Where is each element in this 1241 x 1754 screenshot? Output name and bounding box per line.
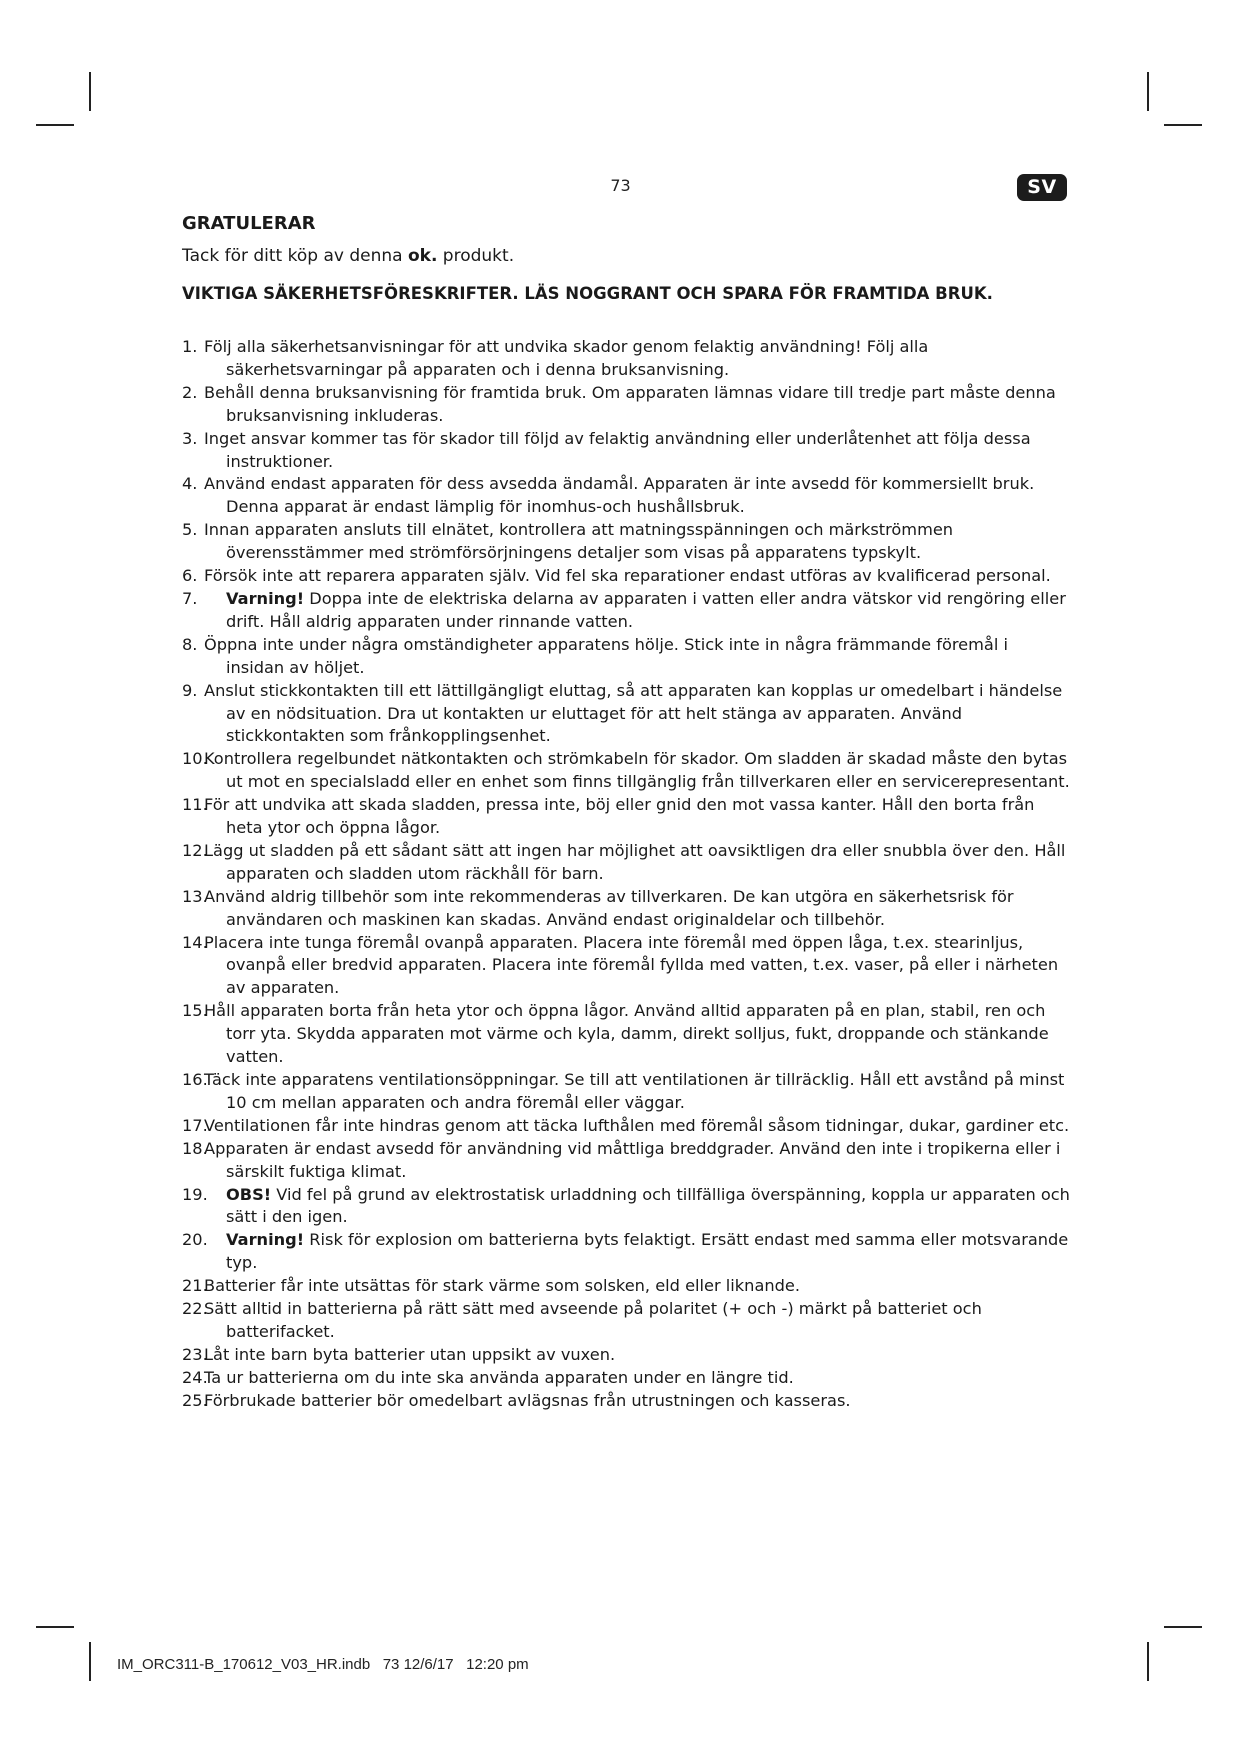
list-item bbox=[182, 1275, 1070, 1298]
item-text: Följ alla säkerhetsanvisningar för att undvika skador genom felaktig användning! Följ alla säkerhetsvarningar på apparaten och i denna bruksanvisning. bbox=[204, 337, 929, 379]
warning-label: Varning! bbox=[226, 588, 305, 608]
item-text-container bbox=[226, 588, 1070, 634]
list-item bbox=[182, 1229, 1070, 1275]
item-text: För att undvika att skada sladden, pressa inte, böj eller gnid den mot vassa kanter. Håll den borta från heta ytor och öppna lågor. bbox=[204, 795, 1035, 838]
item-number: 1. bbox=[182, 337, 198, 356]
congratulations-heading: GRATULERAR bbox=[182, 213, 316, 234]
crop-mark-top-left-horizontal bbox=[36, 124, 74, 126]
list-item bbox=[182, 1367, 1070, 1390]
item-text: Använd aldrig tillbehör som inte rekommenderas av tillverkaren. De kan utgöra en säkerhetsrisk för användaren och maskinen kan skadas. Använd endast originaldelar och tillbehör. bbox=[204, 886, 1014, 929]
item-number: 5. bbox=[182, 520, 198, 540]
item-text: Inget ansvar kommer tas för skador till följd av felaktig användning eller underlåtenhet att följa dessa instruktioner. bbox=[204, 428, 1031, 471]
language-badge: SV bbox=[1017, 174, 1067, 201]
item-number: 24. bbox=[182, 1367, 208, 1387]
item-text-container bbox=[226, 1229, 1070, 1275]
crop-mark-top-right-vertical bbox=[1147, 72, 1149, 111]
item-number: 16. bbox=[182, 1070, 208, 1089]
item-number: 6. bbox=[182, 566, 198, 586]
item-text: Doppa inte de elektriska delarna av apparaten i vatten eller andra vätskor vid rengöring eller drift. Håll aldrig apparaten under rinnande vatten. bbox=[226, 588, 1066, 631]
item-text: Placera inte tunga föremål ovanpå apparaten. Placera inte föremål med öppen låga, t.ex. stearinljus, ovanpå eller bredvid apparaten. Placera inte föremål fyllda med vatten, t.ex. vaser, på eller i närheten av apparaten. bbox=[204, 932, 1059, 998]
item-text: Håll apparaten borta från heta ytor och öppna lågor. Använd alltid apparaten på en plan, stabil, ren och torr yta. Skydda apparaten mot värme och kyla, damm, direkt solljus, fukt, droppande och stänkande vatten. bbox=[204, 1001, 1049, 1067]
item-text: Täck inte apparatens ventilationsöppningar. Se till att ventilationen är tillräcklig. Håll ett avstånd på minst 10 cm mellan apparaten och andra föremål eller väggar. bbox=[204, 1070, 1065, 1112]
list-item bbox=[182, 473, 1070, 519]
item-text: Batterier får inte utsättas för stark värme som solsken, eld eller liknande. bbox=[204, 1276, 800, 1296]
item-number: 25. bbox=[182, 1390, 208, 1410]
list-item bbox=[182, 1298, 1070, 1344]
crop-mark-bottom-right-vertical bbox=[1147, 1642, 1149, 1681]
item-text: Kontrollera regelbundet nätkontakten och strömkabeln för skador. Om sladden är skadad måste den bytas ut mot en specialsladd eller en enhet som finns tillgänglig från tillverkaren eller en servicerepresentant. bbox=[204, 749, 1070, 792]
item-text: Ventilationen får inte hindras genom att täcka lufthålen med föremål såsom tidningar, dukar, gardiner etc. bbox=[204, 1115, 1070, 1135]
list-item bbox=[182, 588, 1070, 634]
list-item bbox=[182, 519, 1070, 565]
item-text: Risk för explosion om batterierna byts felaktigt. Ersätt endast med samma eller motsvarande typ. bbox=[226, 1230, 1069, 1273]
item-number: 13. bbox=[182, 886, 208, 906]
crop-mark-top-right-horizontal bbox=[1164, 124, 1202, 126]
item-number: 21. bbox=[182, 1276, 208, 1296]
item-number: 22. bbox=[182, 1299, 208, 1319]
crop-mark-bottom-left-vertical bbox=[89, 1642, 91, 1681]
item-text: Ta ur batterierna om du inte ska använda apparaten under en längre tid. bbox=[204, 1367, 794, 1387]
item-number: 19. bbox=[182, 1184, 208, 1204]
list-item bbox=[182, 932, 1070, 1001]
list-item bbox=[182, 1138, 1070, 1184]
item-number: 11. bbox=[182, 795, 208, 815]
list-item bbox=[182, 840, 1070, 886]
item-number: 17. bbox=[182, 1115, 208, 1135]
item-number: 20. bbox=[182, 1230, 208, 1250]
list-item bbox=[182, 428, 1070, 474]
list-item bbox=[182, 1390, 1070, 1413]
item-text-container bbox=[226, 1184, 1070, 1230]
obs-label: OBS! bbox=[226, 1184, 272, 1204]
item-text: Använd endast apparaten för dess avsedda ändamål. Apparaten är inte avsedd för kommersiellt bruk. Denna apparat är endast lämplig för inomhus-och hushållsbruk. bbox=[204, 474, 1035, 517]
list-item bbox=[182, 680, 1070, 749]
item-number: 14. bbox=[182, 932, 208, 952]
item-text: Innan apparaten ansluts till elnätet, kontrollera att matningsspänningen och märkströmmen överensstämmer med strömförsörjningens detaljer som visas på apparatens typskylt. bbox=[204, 520, 954, 563]
item-number: 12. bbox=[182, 840, 208, 860]
item-number: 9. bbox=[182, 680, 198, 700]
item-number: 10. bbox=[182, 749, 208, 769]
list-item bbox=[182, 1115, 1070, 1138]
item-text: Apparaten är endast avsedd för användning vid måttliga breddgrader. Använd den inte i tropikerna eller i särskilt fuktiga klimat. bbox=[204, 1138, 1061, 1181]
warning-label: Varning! bbox=[226, 1230, 305, 1250]
safety-instructions-list bbox=[182, 336, 1070, 1413]
list-item bbox=[182, 634, 1070, 680]
thanks-suffix: produkt. bbox=[437, 246, 515, 266]
item-text: Lägg ut sladden på ett sådant sätt att ingen har möjlighet att oavsiktligen dra eller snubbla över den. Håll apparaten och sladden utom räckhåll för barn. bbox=[204, 840, 1066, 883]
list-item bbox=[182, 1069, 1070, 1115]
item-number: 4. bbox=[182, 474, 198, 494]
list-item bbox=[182, 382, 1070, 428]
crop-mark-bottom-right-horizontal bbox=[1164, 1626, 1202, 1628]
list-item bbox=[182, 748, 1070, 794]
item-text: Försök inte att reparera apparaten själv. Vid fel ska reparationer endast utföras av kvalificerad personal. bbox=[204, 566, 1051, 586]
list-item bbox=[182, 1000, 1070, 1069]
list-item bbox=[182, 886, 1070, 932]
item-number: 2. bbox=[182, 382, 198, 402]
list-item bbox=[182, 794, 1070, 840]
item-number: 18. bbox=[182, 1138, 208, 1158]
list-item bbox=[182, 336, 1070, 382]
print-slug: IM_ORC311-B_170612_V03_HR.indb 73 12/6/17 12:20 pm bbox=[117, 1656, 529, 1673]
item-number: 23. bbox=[182, 1344, 208, 1364]
item-number: 3. bbox=[182, 428, 198, 448]
item-text: Sätt alltid in batterierna på rätt sätt med avseende på polaritet (+ och -) märkt på batteriet och batterifacket. bbox=[204, 1299, 982, 1341]
item-number: 8. bbox=[182, 634, 198, 654]
page-number: 73 bbox=[610, 176, 631, 195]
item-text: Vid fel på grund av elektrostatisk urladdning och tillfälliga överspänning, koppla ur apparaten och sätt i den igen. bbox=[226, 1184, 1070, 1227]
item-text: Behåll denna bruksanvisning för framtida bruk. Om apparaten lämnas vidare till tredje part måste denna bruksanvisning inkluderas. bbox=[204, 382, 1056, 425]
crop-mark-top-left-vertical bbox=[89, 72, 91, 111]
item-number: 15. bbox=[182, 1001, 208, 1021]
thanks-line bbox=[182, 246, 514, 266]
brand-name: ok. bbox=[407, 246, 438, 266]
list-item bbox=[182, 565, 1070, 588]
safety-instructions-title: VIKTIGA SÄKERHETSFÖRESKRIFTER. LÄS NOGGRANT OCH SPARA FÖR FRAMTIDA BRUK. bbox=[182, 284, 993, 303]
thanks-prefix: Tack för ditt köp av denna bbox=[182, 246, 408, 266]
item-text: Låt inte barn byta batterier utan uppsikt av vuxen. bbox=[204, 1344, 616, 1364]
item-text: Anslut stickkontakten till ett lättillgängligt eluttag, så att apparaten kan kopplas ur omedelbart i händelse av en nödsituation. Dra ut kontakten ur eluttaget för att helt stänga av apparaten. Använd stickkontakten som frånkopplingsenhet. bbox=[204, 680, 1063, 746]
list-item bbox=[182, 1344, 1070, 1367]
item-text: Öppna inte under några omständigheter apparatens hölje. Stick inte in några främmande föremål i insidan av höljet. bbox=[204, 634, 1008, 677]
list-item bbox=[182, 1184, 1070, 1230]
item-number: 7. bbox=[182, 588, 198, 608]
crop-mark-bottom-left-horizontal bbox=[36, 1626, 74, 1628]
item-text: Förbrukade batterier bör omedelbart avlägsnas från utrustningen och kasseras. bbox=[204, 1390, 851, 1410]
